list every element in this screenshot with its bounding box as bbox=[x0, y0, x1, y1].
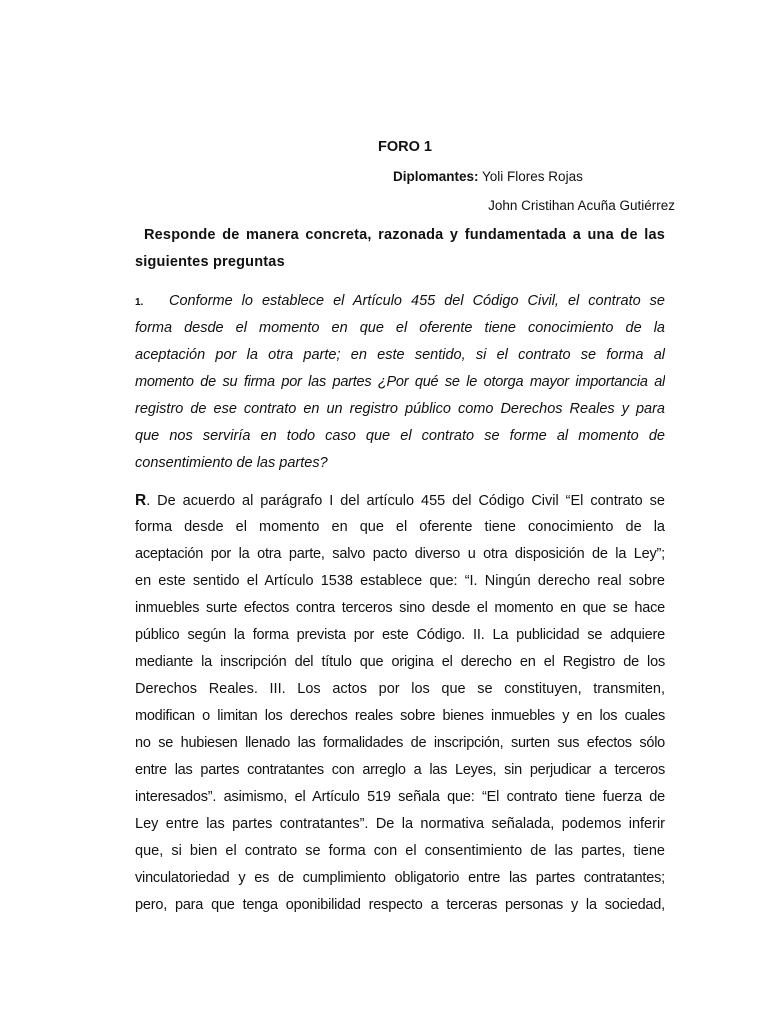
answer-line: interesados”. asimismo, el Artículo 519 señala que: “El contrato tiene fuerza de bbox=[135, 789, 665, 805]
answer-line: pero, para que tenga oponibilidad respecto a terceras personas y la sociedad, bbox=[135, 897, 665, 913]
diplomantes-line bbox=[393, 169, 583, 184]
answer-line: en este sentido el Artículo 1538 establece que: “I. Ningún derecho real sobre bbox=[135, 573, 665, 589]
diplomante-name: John Cristihan Acuña Gutiérrez bbox=[488, 198, 675, 213]
answer-line: Derechos Reales. III. Los actos por los que se constituyen, transmiten, bbox=[135, 681, 665, 697]
answer-line: forma desde el momento en que el oferente tiene conocimiento de la bbox=[135, 519, 665, 535]
question-line: que nos serviría en todo caso que el contrato se forme al momento de bbox=[135, 428, 665, 444]
answer-line: mediante la inscripción del título que origina el derecho en el Registro de los bbox=[135, 654, 665, 670]
answer-marker: R bbox=[135, 492, 147, 509]
answer-paragraph bbox=[135, 487, 665, 919]
heading-line: siguientes preguntas bbox=[135, 254, 285, 270]
question-number: 1. bbox=[135, 297, 144, 308]
diplomantes-label: Diplomantes: bbox=[393, 169, 479, 184]
answer-line: inmuebles surte efectos contra terceros sino desde el momento en que se hace bbox=[135, 600, 665, 616]
question-paragraph bbox=[135, 288, 665, 477]
answer-line: aceptación por la otra parte, salvo pacto diverso u otra disposición de la Ley”; bbox=[135, 546, 665, 562]
answer-line: Ley entre las partes contratantes”. De la normativa señalada, podemos inferir bbox=[135, 816, 665, 832]
question-line: registro de ese contrato en un registro público como Derechos Reales y para bbox=[135, 401, 665, 417]
answer-line: público según la forma prevista por este Código. II. La publicidad se adquiere bbox=[135, 627, 665, 643]
document-title: FORO 1 bbox=[378, 139, 432, 155]
question-line: consentimiento de las partes? bbox=[135, 455, 328, 471]
instruction-heading bbox=[135, 222, 665, 276]
answer-line: no se hubiesen llenado las formalidades de inscripción, surten sus efectos sólo bbox=[135, 735, 665, 751]
question-line: momento de su firma por las partes ¿Por qué se le otorga mayor importancia al bbox=[135, 374, 665, 390]
heading-line: Responde de manera concreta, razonada y fundamentada a una de las bbox=[144, 227, 665, 243]
question-line: aceptación por la otra parte; en este sentido, si el contrato se forma al bbox=[135, 347, 665, 363]
question-line: 1. Conforme lo establece el Artículo 455 del Código Civil, el contrato se bbox=[135, 288, 665, 315]
answer-line: entre las partes contratantes con arreglo a las Leyes, sin perjudicar a terceros bbox=[135, 762, 665, 778]
answer-line: vinculatoriedad y es de cumplimiento obligatorio entre las partes contratantes; bbox=[135, 870, 665, 886]
answer-line: que, si bien el contrato se forma con el consentimiento de las partes, tiene bbox=[135, 843, 665, 859]
answer-line: R. De acuerdo al parágrafo I del artículo 455 del Código Civil “El contrato se bbox=[135, 492, 665, 509]
question-line: forma desde el momento en que el oferente tiene conocimiento de la bbox=[135, 320, 665, 336]
diplomante-name: Yoli Flores Rojas bbox=[482, 169, 583, 184]
answer-line: modifican o limitan los derechos reales sobre bienes inmuebles y en los cuales bbox=[135, 708, 665, 724]
